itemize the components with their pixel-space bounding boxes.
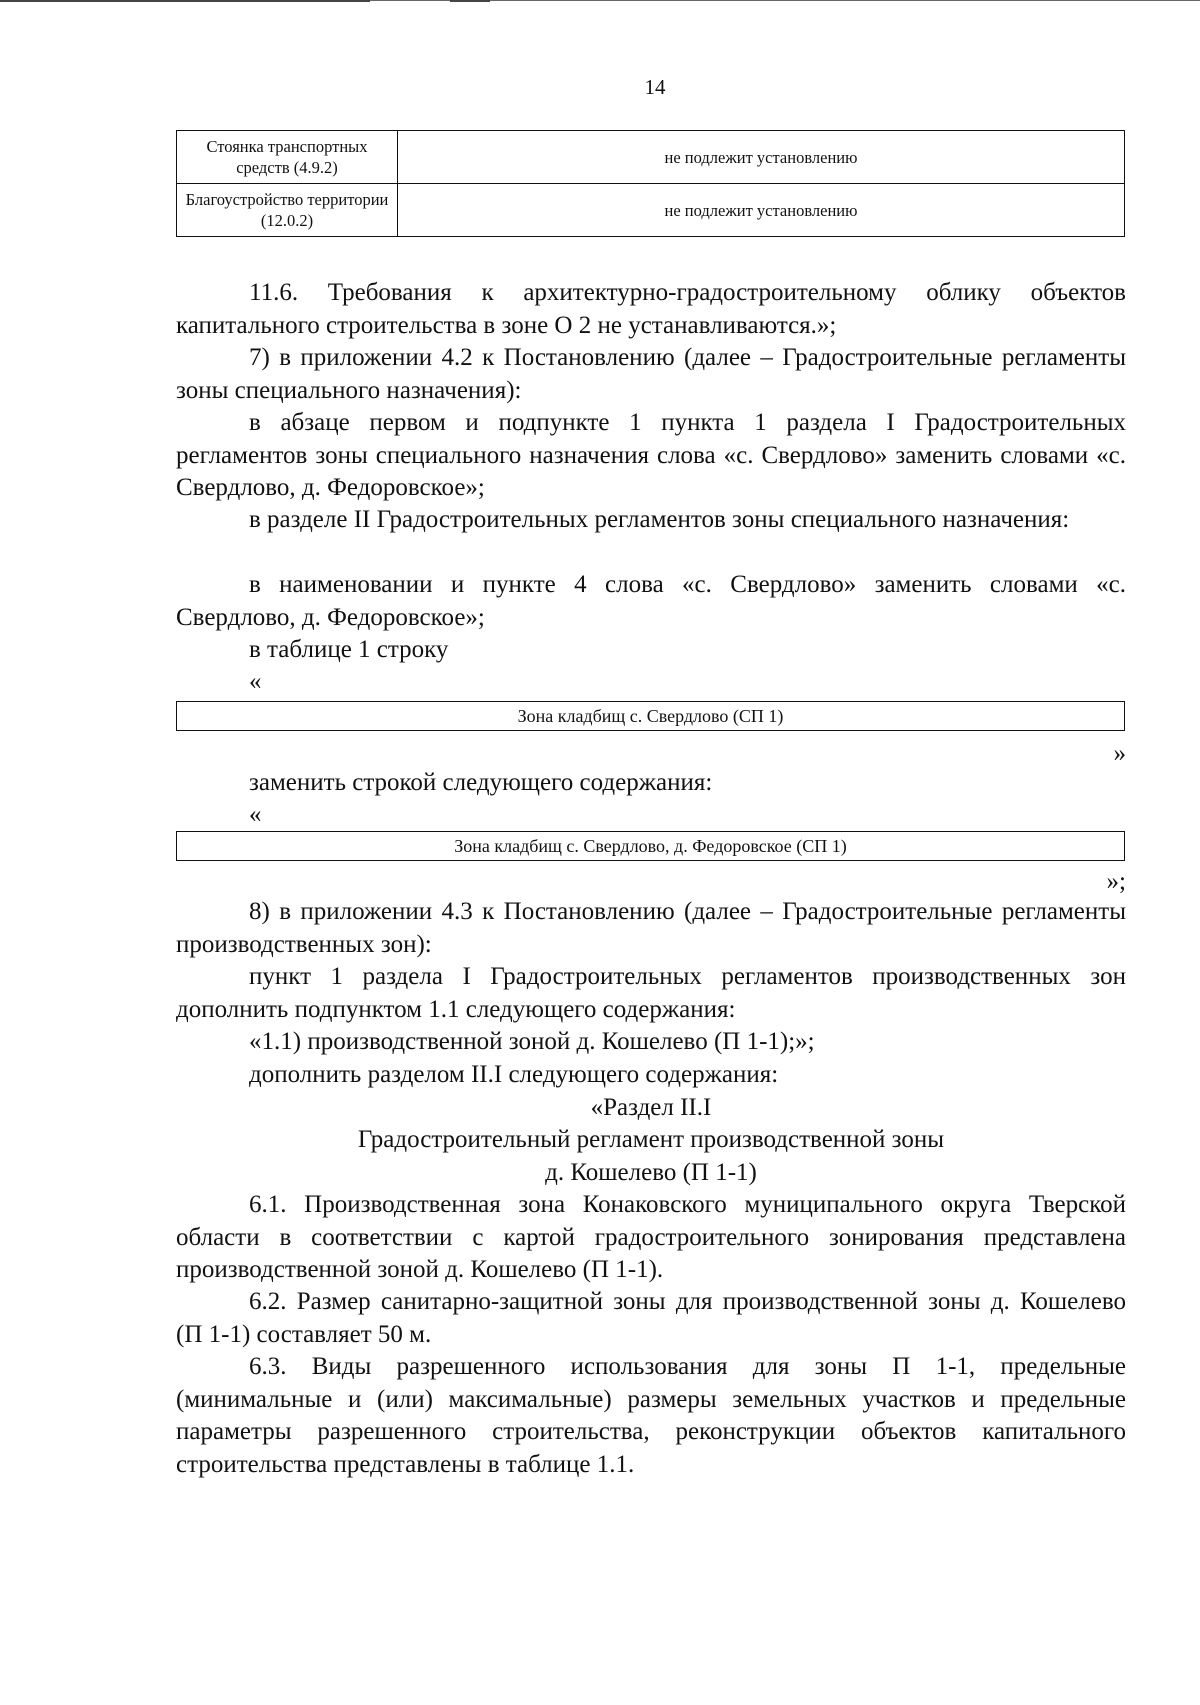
paragraph-item-8: 8) в приложении 4.3 к Постановлению (далее – Градостроительные регламенты производственных зон):: [176, 898, 1126, 958]
new-table-row: Зона кладбищ с. Свердлово, д. Федоровское (СП 1): [176, 831, 1125, 861]
page-number: 14: [644, 75, 666, 99]
close-quote: »;: [1106, 868, 1126, 895]
section-subtitle: д. Кошелево (П 1-1): [545, 1159, 757, 1186]
paragraph-item-7: 7) в приложении 4.2 к Постановлению (далее – Градостроительные регламенты зоны специального назначения):: [176, 344, 1126, 404]
scan-artifact-line: [450, 0, 490, 2]
zone-parameters-table: [176, 130, 1125, 237]
paragraph-replace: заменить строкой следующего содержания:: [249, 769, 713, 796]
open-quote: «: [249, 801, 262, 828]
paragraph-11-6: 11.6. Требования к архитектурно-градостроительному облику объектов капитального строительства в зоне О 2 не устанавливаются.»;: [176, 279, 1126, 339]
paragraph-6-1: 6.1. Производственная зона Конаковского муниципального округа Тверской области в соответствии с картой градостроительного зонирования представлена производственной зоной д. Кошелево (П 1-1).: [176, 1191, 1126, 1283]
paragraph-section-2: в разделе II Градостроительных регламентов зоны специального назначения:: [249, 506, 1070, 533]
scan-artifact-line: [0, 0, 370, 2]
table-row: [177, 184, 1125, 237]
section-heading: «Раздел II.I: [590, 1094, 712, 1121]
paragraph-naming: в наименовании и пункте 4 слова «с. Свердлово» заменить словами «с. Свердлово, д. Федоровское»;: [176, 571, 1126, 631]
paragraph-point-1: пункт 1 раздела I Градостроительных регламентов производственных зон дополнить подпунктом 1.1 следующего содержания:: [176, 963, 1126, 1023]
table-cell-value: не подлежит установлению: [398, 131, 1125, 184]
table-cell-use-type: Благоустройство территории (12.0.2): [177, 184, 398, 237]
table-cell-value: не подлежит установлению: [398, 184, 1125, 237]
table-cell-use-type: Стоянка транспортных средств (4.9.2): [177, 131, 398, 184]
paragraph-table-1: в таблице 1 строку: [249, 636, 449, 663]
paragraph-6-3: 6.3. Виды разрешенного использования для зоны П 1-1, предельные (минимальные и (или) максимальные) размеры земельных участков и предельные параметры разрешенного строительства, реконструкции объектов капитального строительства представлены в таблице 1.1.: [176, 1353, 1126, 1478]
table-row: [177, 131, 1125, 184]
paragraph-6-2: 6.2. Размер санитарно-защитной зоны для производственной зоны д. Кошелево (П 1-1) составляет 50 м.: [176, 1288, 1126, 1348]
paragraph-subpoint-1-1: «1.1) производственной зоной д. Кошелево (П 1-1);»;: [249, 1028, 815, 1055]
close-quote: »: [1113, 740, 1126, 767]
paragraph-first-section: в абзаце первом и подпункте 1 пункта 1 раздела I Градостроительных регламентов зоны специального назначения слова «с. Свердлово» заменить словами «с. Свердлово, д. Федоровское»;: [176, 409, 1126, 501]
paragraph-add-section: дополнить разделом II.I следующего содержания:: [249, 1061, 779, 1088]
open-quote: «: [249, 668, 262, 695]
section-title: Градостроительный регламент производственной зоны: [357, 1126, 945, 1153]
scan-top-edge: [0, 0, 1200, 4]
old-table-row: Зона кладбищ с. Свердлово (СП 1): [176, 701, 1125, 731]
